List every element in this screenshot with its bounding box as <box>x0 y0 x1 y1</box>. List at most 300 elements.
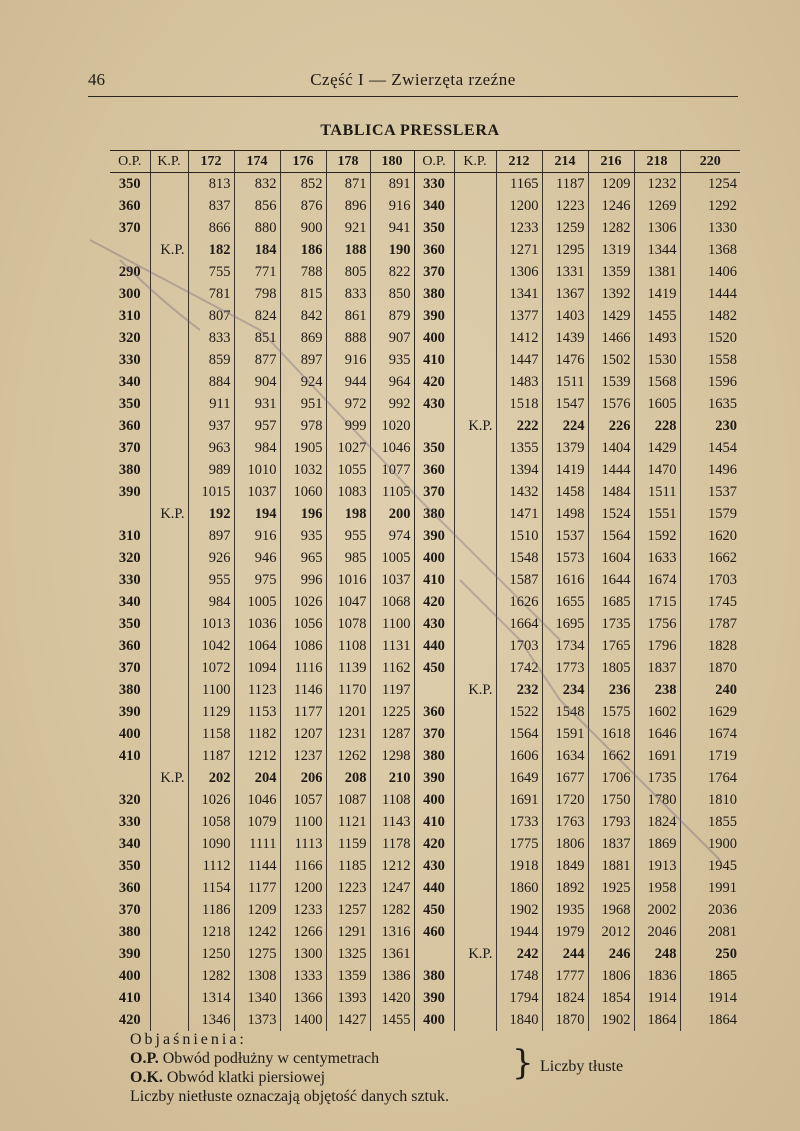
table-cell <box>150 987 188 1009</box>
table-cell: 380 <box>414 283 454 305</box>
table-cell: 1355 <box>496 437 542 459</box>
table-cell: 430 <box>414 855 454 877</box>
table-cell: 330 <box>414 173 454 196</box>
table-cell <box>150 921 188 943</box>
table-cell: 1359 <box>326 965 370 987</box>
table-cell: 1482 <box>680 305 740 327</box>
table-cell: 370 <box>414 723 454 745</box>
table-cell: 1958 <box>634 877 680 899</box>
table-cell: K.P. <box>150 767 188 789</box>
table-cell: 1537 <box>542 525 588 547</box>
table-cell: 380 <box>118 924 141 940</box>
table-cell: 370 <box>118 440 141 456</box>
table-cell: 244 <box>542 943 588 965</box>
table-cell: 1108 <box>370 789 414 811</box>
table-cell: 1918 <box>496 855 542 877</box>
table-cell: 974 <box>370 525 414 547</box>
table-cell: 300 <box>118 286 141 302</box>
table-cell: 931 <box>234 393 280 415</box>
table-cell: 420 <box>414 371 454 393</box>
table-cell: 1493 <box>634 327 680 349</box>
table-cell: 900 <box>280 217 326 239</box>
table-cell: 1187 <box>542 173 588 196</box>
running-title: Część I — Zwierzęta rzeźne <box>310 70 516 89</box>
table-cell: 1209 <box>588 173 634 196</box>
table-cell: 1013 <box>188 613 234 635</box>
table-cell: 430 <box>414 393 454 415</box>
table-cell <box>150 855 188 877</box>
table-cell: 1765 <box>588 635 634 657</box>
legend-op-abbr: O.P. <box>130 1050 159 1067</box>
table-cell: 1945 <box>680 855 740 877</box>
table-cell: 1649 <box>496 767 542 789</box>
table-cell: 984 <box>188 591 234 613</box>
table-cell: 330 <box>118 572 141 588</box>
table-cell: 1393 <box>326 987 370 1009</box>
table-cell: 937 <box>188 415 234 437</box>
table-cell <box>454 921 496 943</box>
table-cell: 1182 <box>234 723 280 745</box>
table-cell: 852 <box>280 173 326 196</box>
table-cell: 807 <box>188 305 234 327</box>
table-cell: 222 <box>496 415 542 437</box>
table-cell: 1564 <box>588 525 634 547</box>
table-cell <box>454 459 496 481</box>
table-cell: 1548 <box>496 547 542 569</box>
table-cell: 1925 <box>588 877 634 899</box>
table-cell: 198 <box>326 503 370 525</box>
table-cell: 410 <box>118 990 141 1006</box>
table-cell: 1046 <box>370 437 414 459</box>
table-cell: 1805 <box>588 657 634 679</box>
table-cell: 1511 <box>542 371 588 393</box>
table-cell: 946 <box>234 547 280 569</box>
table-cell: 1026 <box>188 789 234 811</box>
table-cell: 1223 <box>542 195 588 217</box>
table-cell: 206 <box>280 767 326 789</box>
table-cell: 1269 <box>634 195 680 217</box>
table-cell: 1316 <box>370 921 414 943</box>
table-cell: 941 <box>370 217 414 239</box>
table-cell: 1139 <box>326 657 370 679</box>
table-cell: 984 <box>234 437 280 459</box>
table-cell: 1325 <box>326 943 370 965</box>
table-cell: 380 <box>414 503 454 525</box>
table-cell: 911 <box>188 393 234 415</box>
table-cell: 248 <box>634 943 680 965</box>
table-cell: 420 <box>118 1012 141 1028</box>
table-cell: 1016 <box>326 569 370 591</box>
table-cell: 1178 <box>370 833 414 855</box>
table-cell <box>150 261 188 283</box>
table-cell: 879 <box>370 305 414 327</box>
table-cell: 904 <box>234 371 280 393</box>
table-cell: 1037 <box>234 481 280 503</box>
table-cell: 460 <box>414 921 454 943</box>
table-row <box>110 745 740 767</box>
table-cell: 1733 <box>496 811 542 833</box>
table-cell: 208 <box>326 767 370 789</box>
table-cell: 1537 <box>680 481 740 503</box>
table-cell <box>150 569 188 591</box>
table-cell <box>454 877 496 899</box>
table-cell: 1153 <box>234 701 280 723</box>
table-cell: K.P. <box>454 943 496 965</box>
table-cell <box>454 481 496 503</box>
table-cell: 1282 <box>370 899 414 921</box>
table-cell: 1087 <box>326 789 370 811</box>
table-cell: 400 <box>414 547 454 569</box>
table-cell: 2046 <box>634 921 680 943</box>
table-row <box>110 437 740 459</box>
table-cell: 1162 <box>370 657 414 679</box>
table-cell: 400 <box>414 789 454 811</box>
table-cell: 1282 <box>588 217 634 239</box>
table-cell: 1865 <box>680 965 740 987</box>
table-cell: 1367 <box>542 283 588 305</box>
table-cell: 1616 <box>542 569 588 591</box>
column-header: 214 <box>542 151 588 173</box>
table-row <box>110 723 740 745</box>
table-cell: 380 <box>118 682 141 698</box>
table-cell: 1186 <box>188 899 234 921</box>
table-cell: 2002 <box>634 899 680 921</box>
table-cell: 897 <box>280 349 326 371</box>
table-cell: 1392 <box>588 283 634 305</box>
table-cell: 1079 <box>234 811 280 833</box>
table-cell: 1330 <box>680 217 740 239</box>
table-cell <box>454 195 496 217</box>
table-cell: 1837 <box>588 833 634 855</box>
table-row <box>110 591 740 613</box>
table-cell: 1254 <box>680 173 740 196</box>
table-cell: 1177 <box>234 877 280 899</box>
table-cell: 360 <box>118 198 141 214</box>
table-row <box>110 481 740 503</box>
table-cell: 1319 <box>588 239 634 261</box>
table-cell: 1662 <box>588 745 634 767</box>
table-cell: 963 <box>188 437 234 459</box>
table-cell: 1432 <box>496 481 542 503</box>
table-cell: 1165 <box>496 173 542 196</box>
table-cell: 1201 <box>326 701 370 723</box>
table-cell: 400 <box>118 968 141 984</box>
table-cell: 234 <box>542 679 588 701</box>
table-cell: 1331 <box>542 261 588 283</box>
table-cell: 916 <box>234 525 280 547</box>
column-header: 216 <box>588 151 634 173</box>
table-cell: 1056 <box>280 613 326 635</box>
table-cell: 916 <box>370 195 414 217</box>
table-row <box>110 569 740 591</box>
table-row <box>110 195 740 217</box>
table-cell: 1094 <box>234 657 280 679</box>
table-cell: 1394 <box>496 459 542 481</box>
table-cell: 1037 <box>370 569 414 591</box>
table-cell: 1510 <box>496 525 542 547</box>
table-cell: 1015 <box>188 481 234 503</box>
table-cell <box>454 965 496 987</box>
table-cell: 1806 <box>588 965 634 987</box>
table-cell: 1568 <box>634 371 680 393</box>
table-cell: 1470 <box>634 459 680 481</box>
table-cell: 965 <box>280 547 326 569</box>
table-cell <box>110 767 150 789</box>
table-cell: 1381 <box>634 261 680 283</box>
table-cell: 1579 <box>680 503 740 525</box>
table-cell: 1427 <box>326 1009 370 1031</box>
table-cell: 1366 <box>280 987 326 1009</box>
table-cell: 1551 <box>634 503 680 525</box>
table-cell: 1828 <box>680 635 740 657</box>
table-cell <box>454 811 496 833</box>
table-cell: 330 <box>118 814 141 830</box>
table-cell: 1233 <box>496 217 542 239</box>
table-row <box>110 767 740 789</box>
table-cell: 1511 <box>634 481 680 503</box>
table-cell <box>414 943 454 965</box>
legend-op-text: Obwód podłużny w centymetrach <box>162 1050 380 1067</box>
table-header-row <box>110 151 740 173</box>
table-row <box>110 349 740 371</box>
table-cell: 188 <box>326 239 370 261</box>
table-cell: 1060 <box>280 481 326 503</box>
table-row <box>110 371 740 393</box>
table-cell: 1187 <box>188 745 234 767</box>
table-cell: 1333 <box>280 965 326 987</box>
table-cell: K.P. <box>454 415 496 437</box>
table-cell: 1780 <box>634 789 680 811</box>
page-header <box>88 70 738 94</box>
table-cell <box>454 635 496 657</box>
table-cell <box>150 195 188 217</box>
table-row <box>110 503 740 525</box>
table-cell: 1200 <box>496 195 542 217</box>
page-number: 46 <box>88 70 105 89</box>
table-cell: 1306 <box>496 261 542 283</box>
table-cell: 1691 <box>496 789 542 811</box>
table-cell: 1458 <box>542 481 588 503</box>
table-cell: 1573 <box>542 547 588 569</box>
table-cell: 1662 <box>680 547 740 569</box>
table-cell: 1314 <box>188 987 234 1009</box>
table-cell <box>454 657 496 679</box>
table-cell: 1655 <box>542 591 588 613</box>
table-cell: 390 <box>118 946 141 962</box>
table-row <box>110 965 740 987</box>
table-cell: 250 <box>680 943 740 965</box>
table-cell: 210 <box>370 767 414 789</box>
table-cell: 1596 <box>680 371 740 393</box>
table-cell: 390 <box>118 704 141 720</box>
column-header: O.P. <box>110 151 150 173</box>
legend-brace: } <box>512 1043 534 1083</box>
column-header: K.P. <box>150 151 188 173</box>
table-cell: 1840 <box>496 1009 542 1031</box>
table-cell: 1225 <box>370 701 414 723</box>
table-cell <box>454 547 496 569</box>
table-cell: 320 <box>118 550 141 566</box>
table-cell: 370 <box>414 261 454 283</box>
table-cell: 833 <box>326 283 370 305</box>
table-cell: 755 <box>188 261 234 283</box>
table-cell: 1914 <box>634 987 680 1009</box>
table-cell <box>454 305 496 327</box>
table-cell: 866 <box>188 217 234 239</box>
table-cell: 1444 <box>588 459 634 481</box>
table-cell: 1764 <box>680 767 740 789</box>
table-cell: 1100 <box>188 679 234 701</box>
table-cell: 833 <box>188 327 234 349</box>
table-cell <box>150 547 188 569</box>
table-cell <box>150 789 188 811</box>
table-cell: 1664 <box>496 613 542 635</box>
table-cell: 1300 <box>280 943 326 965</box>
table-row <box>110 415 740 437</box>
table-cell: 1166 <box>280 855 326 877</box>
table-cell: 1291 <box>326 921 370 943</box>
table-cell <box>150 1009 188 1031</box>
table-row <box>110 283 740 305</box>
table-cell: 410 <box>414 811 454 833</box>
table-cell: 390 <box>414 305 454 327</box>
table-cell: 1086 <box>280 635 326 657</box>
table-cell: 1404 <box>588 437 634 459</box>
table-cell: 1154 <box>188 877 234 899</box>
table-cell: 1078 <box>326 613 370 635</box>
table-cell: 856 <box>234 195 280 217</box>
table-cell <box>110 503 150 525</box>
table-cell: 410 <box>118 748 141 764</box>
table-cell: 370 <box>118 902 141 918</box>
table-cell <box>150 701 188 723</box>
table-cell: 1454 <box>680 437 740 459</box>
table-cell <box>454 393 496 415</box>
table-cell: 1703 <box>680 569 740 591</box>
table-cell: 1685 <box>588 591 634 613</box>
table-cell: 964 <box>370 371 414 393</box>
table-cell: 182 <box>188 239 234 261</box>
table-cell: 781 <box>188 283 234 305</box>
table-cell: 1046 <box>234 789 280 811</box>
table-cell: 1715 <box>634 591 680 613</box>
pressler-table <box>110 150 740 1031</box>
table-cell: 1794 <box>496 987 542 1009</box>
table-cell: 450 <box>414 899 454 921</box>
table-cell: 1524 <box>588 503 634 525</box>
table-cell: 1484 <box>588 481 634 503</box>
table-cell: 1010 <box>234 459 280 481</box>
table-cell: 360 <box>118 880 141 896</box>
table-cell: 1806 <box>542 833 588 855</box>
table-cell: 884 <box>188 371 234 393</box>
table-cell: 805 <box>326 261 370 283</box>
table-cell: 1275 <box>234 943 280 965</box>
table-cell: K.P. <box>150 503 188 525</box>
table-cell: 1773 <box>542 657 588 679</box>
table-cell: 1695 <box>542 613 588 635</box>
table-cell: 360 <box>414 239 454 261</box>
column-header: K.P. <box>454 151 496 173</box>
table-cell: 851 <box>234 327 280 349</box>
table-cell: 1587 <box>496 569 542 591</box>
table-cell <box>150 899 188 921</box>
table-cell: 1146 <box>280 679 326 701</box>
table-cell: 1429 <box>634 437 680 459</box>
table-cell: 1750 <box>588 789 634 811</box>
table-cell: 200 <box>370 503 414 525</box>
table-cell <box>110 239 150 261</box>
table-cell: 1703 <box>496 635 542 657</box>
table-cell <box>454 283 496 305</box>
table-cell: 1212 <box>370 855 414 877</box>
table-body <box>110 173 740 1032</box>
table-cell: 1604 <box>588 547 634 569</box>
table-cell: 240 <box>680 679 740 701</box>
legend-note: Liczby nietłuste oznaczają objętość danych sztuk. <box>130 1088 449 1105</box>
table-cell: 1005 <box>370 547 414 569</box>
table-cell <box>454 261 496 283</box>
column-header: 212 <box>496 151 542 173</box>
table-cell: 340 <box>414 195 454 217</box>
table-cell <box>454 437 496 459</box>
table-cell: 1068 <box>370 591 414 613</box>
table-row <box>110 877 740 899</box>
table-cell: 184 <box>234 239 280 261</box>
table-cell: 246 <box>588 943 634 965</box>
table-cell: 891 <box>370 173 414 196</box>
table-cell: 1646 <box>634 723 680 745</box>
legend-ok-line <box>130 1068 730 1087</box>
table-cell: 1233 <box>280 899 326 921</box>
table-cell <box>150 415 188 437</box>
table-cell <box>150 965 188 987</box>
table-cell: 957 <box>234 415 280 437</box>
table-cell: 1496 <box>680 459 740 481</box>
table-cell <box>150 833 188 855</box>
table-cell: 1419 <box>634 283 680 305</box>
table-cell: 1212 <box>234 745 280 767</box>
table-cell: 1361 <box>370 943 414 965</box>
table-cell: 1242 <box>234 921 280 943</box>
table-cell: 1775 <box>496 833 542 855</box>
table-cell: 194 <box>234 503 280 525</box>
table-cell: 360 <box>118 418 141 434</box>
table-cell: 1756 <box>634 613 680 635</box>
table-cell: 390 <box>414 525 454 547</box>
table-cell: 861 <box>326 305 370 327</box>
table-cell: 1734 <box>542 635 588 657</box>
table-cell <box>454 745 496 767</box>
table-cell: 999 <box>326 415 370 437</box>
table-cell: 1100 <box>280 811 326 833</box>
table-cell: 1881 <box>588 855 634 877</box>
table-cell: 1341 <box>496 283 542 305</box>
table-cell: 226 <box>588 415 634 437</box>
table-cell: 1108 <box>326 635 370 657</box>
table-cell: 877 <box>234 349 280 371</box>
table-cell: 926 <box>188 547 234 569</box>
table-cell <box>454 833 496 855</box>
table-cell <box>414 679 454 701</box>
table-cell: 1379 <box>542 437 588 459</box>
table-cell: 1447 <box>496 349 542 371</box>
table-cell: 230 <box>680 415 740 437</box>
table-cell <box>150 217 188 239</box>
table-cell: 935 <box>280 525 326 547</box>
table-cell: 1522 <box>496 701 542 723</box>
table-cell: 1520 <box>680 327 740 349</box>
